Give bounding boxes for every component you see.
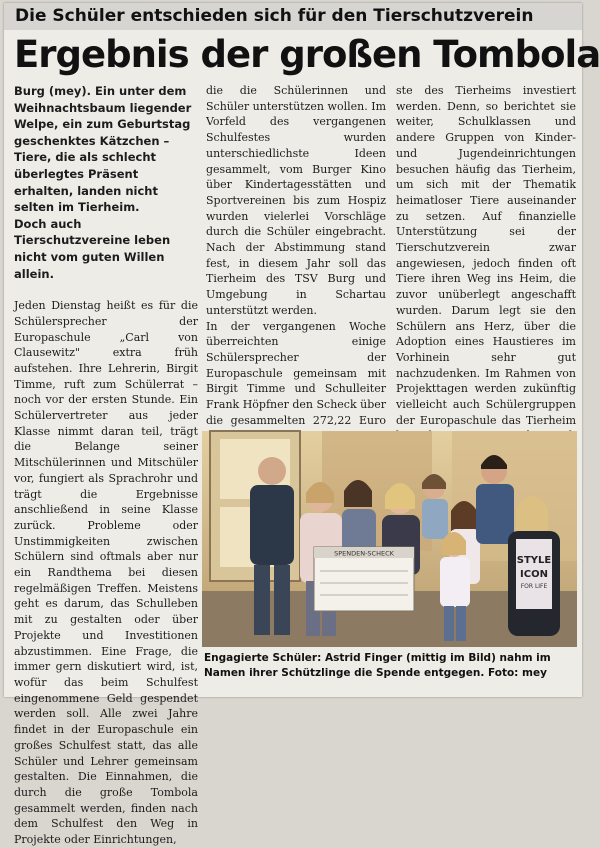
newspaper-clipping [4,3,600,847]
shirt-print-line-2: ICON [520,569,548,580]
column-1 [14,83,198,847]
shirt-print-line-3: FOR LIFE [520,583,548,590]
article-kicker: Die Schüler entschieden sich für den Tierschutzverein [4,3,582,30]
shirt-print-line-1: STYLE [516,555,552,566]
body-paragraph-3: In der vergangenen Woche überreichten einige Schülersprecher der Europaschule gemeinsam mit Birgit Timme und Schulleiter Frank Höpfner den Scheck über die gesammelten 272,22 Euro [206,319,387,427]
column-2 [206,83,386,427]
photo-caption: Engagierte Schüler: Astrid Finger (mittig im Bild) nahm im Namen ihrer Schützlinge die Spende entgegen. Foto: mey [204,652,551,679]
lead-paragraph: Burg (mey). Ein unter dem Weihnachtsbaum liegender Welpe, ein zum Geburtstag geschenktes Kätzchen – Tiere, die als schlecht überlegtes Präsent erhalten, landen nicht selten im Tierheim. [14,84,192,215]
body-paragraph-4: ste des Tierheims investiert werden. Denn, so berichtet sie weiter, Schulklassen und andere Gruppen von Kinder- und Jugendeinrichtungen besuchen häufig das Tierheim, um sich mit der Thematik heimatloser Tiere auseinander zu setzen. Auf finanzielle Unterstützung sei der Tierschutzverein zwar angewiesen, jedoch finden oft Tiere ihren Weg ins Heim, die zuvor unüberlegt angeschafft wurden. Darum legt sie den Schülern ans Herz, über die Adoption eines Haustieres im Vorhinein sehr gut nachzudenken. Im Rahmen von Projekttagen werden zukünftig vielleicht auch Schülergruppen der Europaschule das Tierheim [396,84,576,427]
body-paragraph-2: die die Schülerinnen und Schüler unterstützen wollen. Im Vorfeld des vergangenen Schulfestes wurden unterschiedlichste Ideen gesammelt, vom Burger Kino über Kindertagesstätten und Sportvereinen bis zum Hospiz wurden vielerlei Vorschläge durch die Schüler eingebracht. Nach der Abstimmung stand fest, in diesem Jahr soll das Tierheim des TSV Burg und Umgebung in Schartau unterstützt werden. [206,84,386,317]
group-photo [202,431,577,647]
article-headline: Ergebnis der großen Tombola [14,33,600,76]
donation-cheque [314,547,414,611]
cheque-title: SPENDEN-SCHECK [334,549,394,558]
lead-paragraph-2: Doch auch Tierschutzvereine leben nicht vom guten Willen allein. [14,216,171,281]
column-3 [396,83,576,427]
body-paragraph-1: Jeden Dienstag heißt es für die Schülersprecher der Europaschule „Carl von Clausewitz" extra früh aufstehen. Ihre Lehrerin, Birgit Timme, ruft zum Schülerrat – noch vor der ersten Stunde. Ein Schülervertreter aus jeder Klasse nimmt daran teil, trägt die Belange seiner Mitschülerinnen und Mitschüler vor, fungiert als Sprachrohr und trägt die Ergebnisse anschließend in seine Klasse zurück. Probleme oder Unstimmigkeiten zwischen Schülern sind oftmals aber nur ein Randthema bei diesen regelmäßigen Treffen. Meistens geht es darum, das Schulleben mit zu gestalten oder über Projekte und Investitionen abzustimmen. Eine Frage, die immer gern diskutiert wird, ist, wofür das beim Schulfest eingenommene Geld gespendet werden soll. Alle zwei Jahre findet in der Europaschule ein großes Schulfest statt, das alle Schüler und Lehrer gemeinsam gestalten. Die Einnahmen, die durch die große Tombola gesammelt werden, finden nach dem Schulfest den Weg in Projekte oder Einrichtungen, [14,299,198,847]
